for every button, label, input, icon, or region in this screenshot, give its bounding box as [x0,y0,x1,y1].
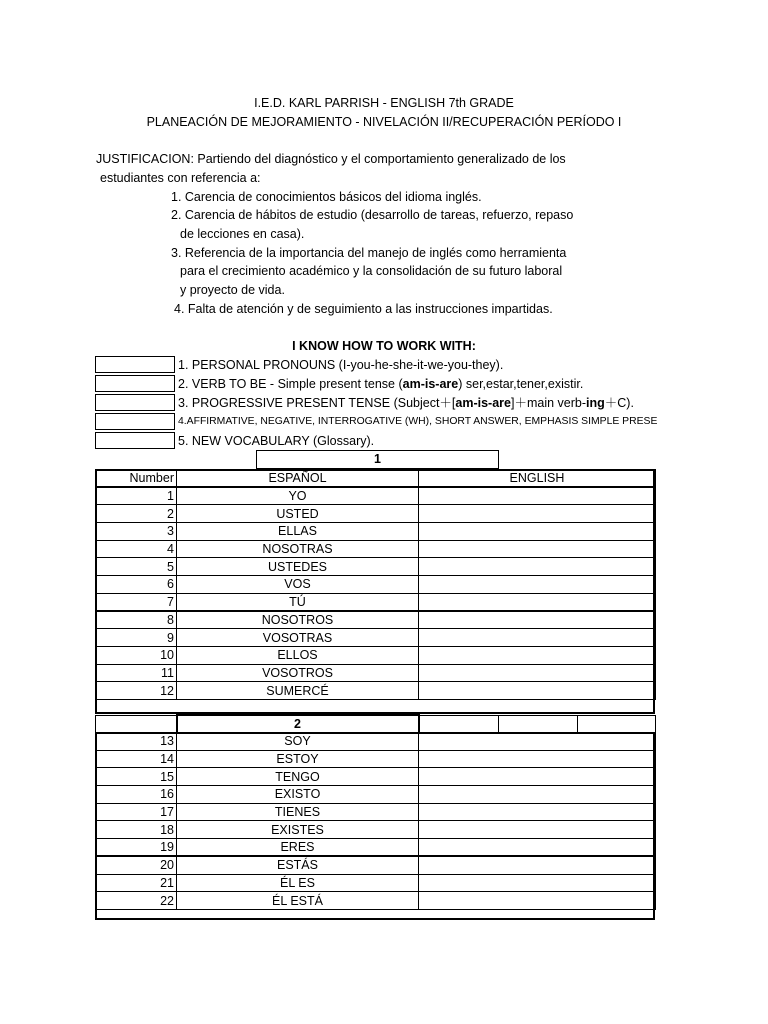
english-answer-cell[interactable] [419,540,656,558]
english-answer-cell[interactable] [419,750,656,768]
spanish-word: USTEDES [177,558,419,576]
checkbox-5[interactable] [95,432,175,449]
row-number: 20 [96,856,177,874]
english-answer-cell[interactable] [419,576,656,594]
english-answer-cell[interactable] [419,611,656,629]
row-number: 2 [96,505,177,523]
spanish-word: EXISTES [177,821,419,839]
justification-item-3-cont2: y proyecto de vida. [180,283,285,297]
table-row [96,874,656,892]
spanish-word: ELLOS [177,646,419,664]
english-answer-cell[interactable] [419,505,656,523]
checklist-item-5: 5. NEW VOCABULARY (Glossary). [178,434,375,448]
checklist-item-3: 3. PROGRESSIVE PRESENT TENSE (Subject＋[am-is-are]＋main verb-ing＋C). [178,396,634,410]
checklist-heading: I KNOW HOW TO WORK WITH: [292,339,476,353]
checklist-item-4: 4.AFFIRMATIVE, NEGATIVE, INTERROGATIVE (WH), SHORT ANSWER, EMPHASIS SIMPLE PRESE [178,416,658,427]
row-number: 12 [96,682,177,700]
section-2-blank-cell [499,715,578,733]
table-row [96,558,656,576]
section-1-label: 1 [256,450,499,469]
spanish-word: TIENES [177,803,419,821]
table-row [96,629,656,647]
table-row [96,892,656,910]
section-2-blank-cell [419,715,499,733]
row-number: 5 [96,558,177,576]
checkbox-4[interactable] [95,413,175,430]
row-number: 14 [96,750,177,768]
table-row [96,646,656,664]
table-row [96,733,656,751]
table-row [96,768,656,786]
table-row [96,682,656,700]
justification-intro: JUSTIFICACION: Partiendo del diagnóstico y el comportamiento generalizado de los [96,152,566,166]
english-answer-cell[interactable] [419,646,656,664]
table-row [96,750,656,768]
table-row [96,487,656,505]
table-row [96,540,656,558]
checklist-item-2: 2. VERB TO BE - Simple present tense (am-is-are) ser,estar,tener,existir. [178,377,584,391]
row-number: 22 [96,892,177,910]
section-2-header [95,714,656,734]
english-answer-cell[interactable] [419,629,656,647]
table-header-row [96,470,656,488]
checkbox-1[interactable] [95,356,175,373]
table-row [96,523,656,541]
row-number: 1 [96,487,177,505]
spanish-word: YO [177,487,419,505]
row-number: 3 [96,523,177,541]
english-answer-cell[interactable] [419,768,656,786]
spanish-word: VOSOTROS [177,664,419,682]
row-number: 16 [96,786,177,804]
title-line-1: I.E.D. KARL PARRISH - ENGLISH 7th GRADE [254,96,514,110]
spanish-word: VOSOTRAS [177,629,419,647]
column-header-number: Number [96,470,177,488]
english-answer-cell[interactable] [419,682,656,700]
spanish-word: ÉL ESTÁ [177,892,419,910]
column-header-espanol: ESPAÑOL [177,470,419,488]
table-row [96,856,656,874]
vocab-table-1 [95,469,656,700]
title-line-2: PLANEACIÓN DE MEJORAMIENTO - NIVELACIÓN II/RECUPERACIÓN PERÍODO I [146,115,622,129]
table-row [96,593,656,611]
table-row [96,576,656,594]
english-answer-cell[interactable] [419,487,656,505]
row-number: 9 [96,629,177,647]
spanish-word: SOY [177,733,419,751]
row-number: 17 [96,803,177,821]
justification-item-2-cont: de lecciones en casa). [180,227,305,241]
checkbox-2[interactable] [95,375,175,392]
table-row [96,839,656,857]
row-number: 4 [96,540,177,558]
section-2-blank-cell [96,715,177,733]
row-number: 15 [96,768,177,786]
english-answer-cell[interactable] [419,892,656,910]
spanish-word: TENGO [177,768,419,786]
english-answer-cell[interactable] [419,839,656,857]
checklist-item-1: 1. PERSONAL PRONOUNS (I-you-he-she-it-we-you-they). [178,358,504,372]
spanish-word: TÚ [177,593,419,611]
row-number: 19 [96,839,177,857]
table-row [96,611,656,629]
english-answer-cell[interactable] [419,593,656,611]
spanish-word: ELLAS [177,523,419,541]
row-number: 7 [96,593,177,611]
row-number: 10 [96,646,177,664]
row-number: 11 [96,664,177,682]
justification-item-2: 2. Carencia de hábitos de estudio (desarrollo de tareas, refuerzo, repaso [171,208,574,222]
table-row [96,505,656,523]
checkbox-3[interactable] [95,394,175,411]
row-number: 18 [96,821,177,839]
spanish-word: NOSOTRAS [177,540,419,558]
row-number: 13 [96,733,177,751]
spanish-word: USTED [177,505,419,523]
english-answer-cell[interactable] [419,786,656,804]
english-answer-cell[interactable] [419,856,656,874]
section-2-label: 2 [177,715,419,733]
english-answer-cell[interactable] [419,558,656,576]
row-number: 6 [96,576,177,594]
spanish-word: EXISTO [177,786,419,804]
spanish-word: NOSOTROS [177,611,419,629]
spanish-word: ERES [177,839,419,857]
spanish-word: ESTÁS [177,856,419,874]
table-row [96,821,656,839]
row-number: 8 [96,611,177,629]
english-answer-cell[interactable] [419,664,656,682]
row-number: 21 [96,874,177,892]
spanish-word: ÉL ES [177,874,419,892]
justification-item-3: 3. Referencia de la importancia del manejo de inglés como herramienta [171,246,567,260]
spanish-word: SUMERCÉ [177,682,419,700]
justification-item-4: 4. Falta de atención y de seguimiento a las instrucciones impartidas. [174,302,553,316]
justification-item-1: 1. Carencia de conocimientos básicos del idioma inglés. [171,190,482,204]
table-row [96,803,656,821]
english-answer-cell[interactable] [419,803,656,821]
english-answer-cell[interactable] [419,821,656,839]
spanish-word: VOS [177,576,419,594]
justification-intro-cont: estudiantes con referencia a: [100,171,261,185]
table-row [96,664,656,682]
vocab-table-2 [95,732,656,910]
spanish-word: ESTOY [177,750,419,768]
english-answer-cell[interactable] [419,733,656,751]
english-answer-cell[interactable] [419,523,656,541]
section-2-blank-cell [578,715,656,733]
column-header-english: ENGLISH [419,470,656,488]
justification-item-3-cont: para el crecimiento académico y la consolidación de su futuro laboral [180,264,563,278]
english-answer-cell[interactable] [419,874,656,892]
table-row [96,786,656,804]
